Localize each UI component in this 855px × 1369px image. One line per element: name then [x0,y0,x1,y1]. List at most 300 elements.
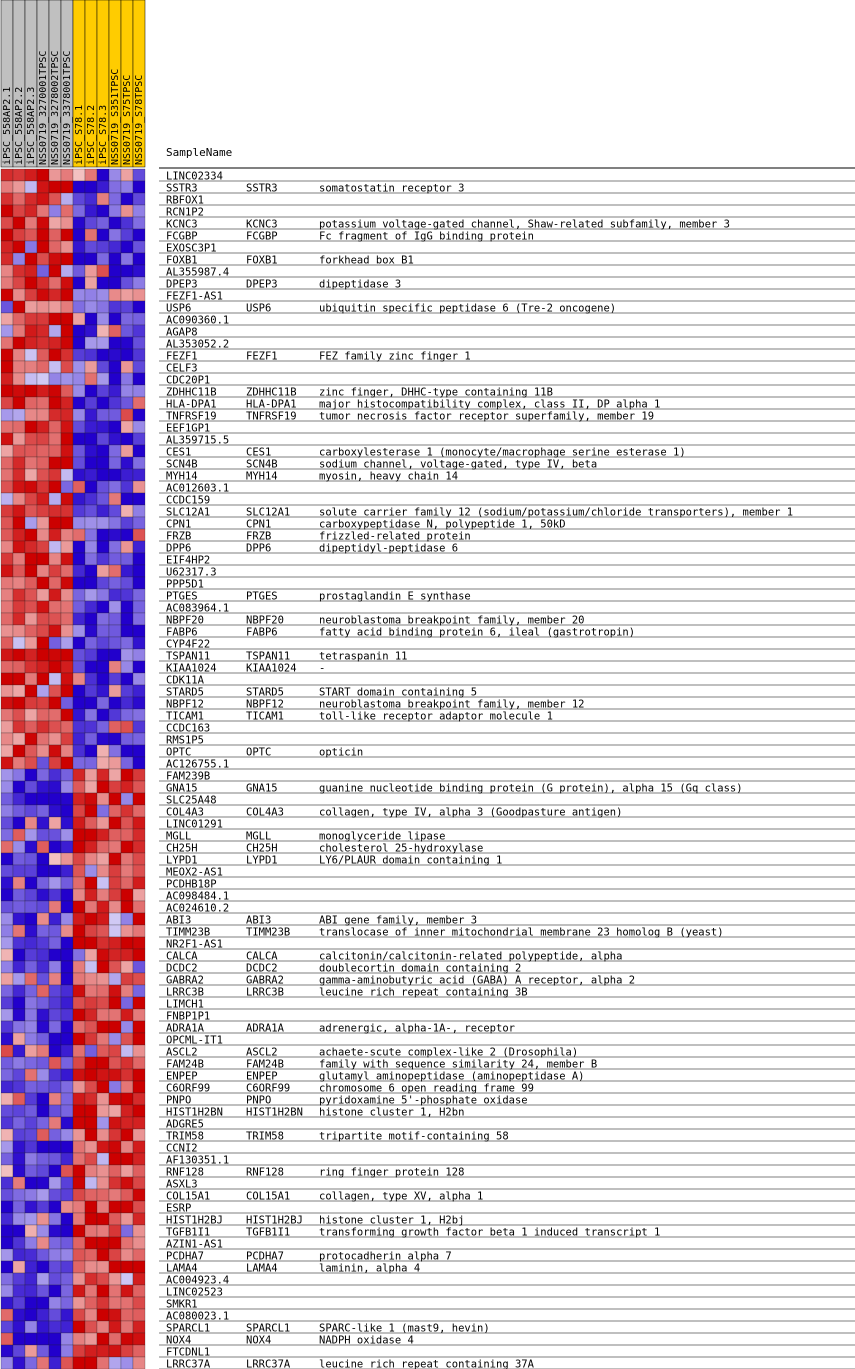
heatmap-cell [121,433,133,445]
heatmap-cell [73,649,85,661]
heatmap-cell [109,1141,121,1153]
heatmap-cell [25,229,37,241]
heatmap-cell [37,589,49,601]
heatmap-cell [97,649,109,661]
heatmap-cell [25,217,37,229]
heatmap-cell [25,1297,37,1309]
heatmap-cell [85,517,97,529]
heatmap-cell [133,781,145,793]
heatmap-cell [109,829,121,841]
heatmap-cell [49,421,61,433]
heatmap-cell [109,973,121,985]
row-gene-id: SCN4B [166,458,198,471]
row-gene-id: TNFRSF19 [166,410,217,423]
heatmap-cell [121,1141,133,1153]
row-gene-description: ring finger protein 128 [319,1166,465,1179]
heatmap-cell [85,241,97,253]
row-gene-description: prostaglandin E synthase [319,590,471,603]
row-gene-symbol: KCNC3 [246,218,278,231]
heatmap-cell [133,589,145,601]
heatmap-cell [1,373,13,385]
heatmap-cell [73,193,85,205]
heatmap-cell [109,865,121,877]
heatmap-cell [121,277,133,289]
row-gene-symbol: LAMA4 [246,1262,278,1275]
heatmap-cell [1,805,13,817]
heatmap-cell [121,217,133,229]
heatmap-cell [109,1009,121,1021]
heatmap-cell [121,1285,133,1297]
heatmap-cell [49,493,61,505]
heatmap-cell [73,1021,85,1033]
heatmap-cell [133,1081,145,1093]
heatmap-cell [73,1333,85,1345]
heatmap-cell [73,1213,85,1225]
heatmap-cell [1,1021,13,1033]
row-gene-id: PNPO [166,1094,192,1107]
heatmap-cell [49,529,61,541]
heatmap-cell [61,709,73,721]
heatmap-cell [61,1045,73,1057]
heatmap-cell [73,889,85,901]
row-gene-id: FEZF1 [166,350,198,363]
heatmap-cell [97,745,109,757]
heatmap-cell [97,769,109,781]
heatmap-cell [85,1033,97,1045]
heatmap-cell [49,1273,61,1285]
heatmap-cell [109,1081,121,1093]
heatmap-cell [109,721,121,733]
heatmap-cell [61,901,73,913]
heatmap-cell [85,889,97,901]
heatmap-cell [109,1093,121,1105]
heatmap-cell [49,517,61,529]
heatmap-cell [25,1309,37,1321]
heatmap-cell [13,1021,25,1033]
row-gene-id: PPP5D1 [166,578,204,591]
heatmap-cell [97,1249,109,1261]
heatmap-cell [37,481,49,493]
heatmap-cell [13,1201,25,1213]
heatmap-cell [1,1225,13,1237]
heatmap-cell [13,577,25,589]
row-gene-id: NBPF12 [166,698,204,711]
heatmap-cell [73,1165,85,1177]
heatmap-cell [37,1093,49,1105]
heatmap-cell [73,1225,85,1237]
heatmap-cell [13,1045,25,1057]
heatmap-cell [133,1045,145,1057]
heatmap-cell [1,1141,13,1153]
heatmap-cell [97,841,109,853]
row-gene-id: EEF1GP1 [166,422,211,435]
heatmap-cell [61,385,73,397]
heatmap-cell [13,841,25,853]
heatmap-cell [133,625,145,637]
heatmap-cell [61,841,73,853]
heatmap-cell [85,649,97,661]
heatmap-cell [37,877,49,889]
heatmap-cell [133,505,145,517]
heatmap-cell [133,517,145,529]
heatmap-cell [13,1213,25,1225]
heatmap-cell [73,721,85,733]
heatmap-cell [109,757,121,769]
heatmap-cell [49,229,61,241]
heatmap-cell [13,697,25,709]
sample-label: NSS0719_3278002TPSC [50,50,61,165]
heatmap-cell [109,517,121,529]
heatmap-cell [49,373,61,385]
heatmap-cell [25,853,37,865]
heatmap-cell [13,937,25,949]
heatmap-cell [1,985,13,997]
heatmap-cell [61,1309,73,1321]
heatmap-cell [109,649,121,661]
heatmap-cell [109,349,121,361]
sample-label: iPSC_S78.3 [98,104,109,165]
heatmap-cell [1,1057,13,1069]
heatmap-cell [37,1069,49,1081]
row-gene-id: SLC12A1 [166,506,211,519]
heatmap-cell [85,1201,97,1213]
heatmap-cell [97,925,109,937]
row-label-table [159,171,855,1369]
heatmap-cell [25,589,37,601]
row-gene-symbol: GNA15 [246,782,278,795]
heatmap-cell [25,397,37,409]
heatmap-cell [61,337,73,349]
heatmap-cell [121,637,133,649]
heatmap-cell [37,1273,49,1285]
heatmap-cell [1,589,13,601]
heatmap-cell [1,193,13,205]
heatmap-cell [85,1117,97,1129]
heatmap-cell [61,1189,73,1201]
heatmap-cell [133,1117,145,1129]
heatmap-cell [1,433,13,445]
heatmap-cell [73,253,85,265]
heatmap-cell [73,985,85,997]
heatmap-cell [121,325,133,337]
heatmap-cell [13,913,25,925]
heatmap-cell [1,337,13,349]
row-gene-id: AL355987.4 [166,266,230,279]
row-gene-description: potassium voltage-gated channel, Shaw-related subfamily, member 3 [319,218,730,231]
heatmap-cell [121,685,133,697]
row-gene-id: EXOSC3P1 [166,242,217,255]
heatmap-cell [1,925,13,937]
heatmap-cell [73,925,85,937]
heatmap-cell [61,721,73,733]
heatmap-cell [37,1333,49,1345]
heatmap-cell [133,733,145,745]
heatmap-cell [49,901,61,913]
heatmap-cell [37,961,49,973]
heatmap-cell [133,481,145,493]
heatmap-cell [121,925,133,937]
row-gene-id: TIMM23B [166,926,211,939]
heatmap-cell [37,469,49,481]
heatmap-cell [1,1105,13,1117]
heatmap-cell [73,1105,85,1117]
row-gene-description: gamma-aminobutyric acid (GABA) A receptor, alpha 2 [319,974,636,987]
heatmap-cell [73,457,85,469]
heatmap-cell [37,1345,49,1357]
heatmap-cell [97,913,109,925]
heatmap-cell [61,1225,73,1237]
heatmap-cell [133,1165,145,1177]
heatmap-cell [85,481,97,493]
heatmap-cell [37,421,49,433]
heatmap-cell [49,1129,61,1141]
heatmap-cell [97,1093,109,1105]
heatmap-cell [97,265,109,277]
heatmap-cell [61,757,73,769]
heatmap-cell [97,445,109,457]
heatmap-cell [13,685,25,697]
heatmap-cell [85,685,97,697]
heatmap-cell [37,1141,49,1153]
heatmap-cell [61,793,73,805]
heatmap-cell [97,553,109,565]
heatmap-cell [61,673,73,685]
row-gene-id: AC090360.1 [166,314,230,327]
heatmap-cell [73,577,85,589]
heatmap-cell [97,1309,109,1321]
heatmap-cell [61,913,73,925]
heatmap-cell [85,577,97,589]
heatmap-cell [37,289,49,301]
heatmap-cell [73,181,85,193]
heatmap-cell [85,985,97,997]
heatmap-cell [49,1165,61,1177]
heatmap-cell [25,1189,37,1201]
heatmap-cell [73,433,85,445]
heatmap-cell [13,325,25,337]
heatmap-cell [1,397,13,409]
heatmap-cell [25,385,37,397]
heatmap-cell [73,625,85,637]
heatmap-cell [1,481,13,493]
heatmap-cell [25,529,37,541]
heatmap-cell [49,661,61,673]
heatmap-cell [25,661,37,673]
heatmap-cell [13,445,25,457]
row-gene-id: SPARCL1 [166,1322,211,1335]
heatmap-cell [73,349,85,361]
heatmap-cell [37,637,49,649]
heatmap-cell [61,325,73,337]
heatmap-cell [85,1297,97,1309]
heatmap-cell [109,505,121,517]
heatmap-cell [97,529,109,541]
heatmap-cell [13,553,25,565]
heatmap-cell [133,925,145,937]
heatmap-cell [73,169,85,181]
heatmap-cell [73,1237,85,1249]
heatmap-cell [73,781,85,793]
row-gene-id: RCN1P2 [166,206,204,219]
sample-label: iPSC_558AP2.1 [2,86,13,165]
heatmap-cell [61,205,73,217]
row-gene-symbol: PNPO [246,1094,272,1107]
heatmap-cell [73,841,85,853]
heatmap-cell [109,1309,121,1321]
heatmap-cell [13,673,25,685]
heatmap-cell [133,565,145,577]
heatmap-cell [97,1165,109,1177]
heatmap-cell [1,1357,13,1369]
heatmap-cell [13,973,25,985]
heatmap-cell [97,613,109,625]
heatmap-cell [109,1261,121,1273]
heatmap-cell [97,709,109,721]
heatmap-cell [85,997,97,1009]
heatmap-cell [37,553,49,565]
heatmap-cell [133,661,145,673]
heatmap-cell [1,409,13,421]
row-gene-symbol: HIST1H2BN [246,1106,303,1119]
heatmap-cell [49,1081,61,1093]
heatmap-cell [133,997,145,1009]
sample-label: iPSC_S78.1 [74,104,85,165]
heatmap-cell [109,877,121,889]
heatmap-cell [85,1105,97,1117]
heatmap-cell [1,205,13,217]
heatmap-cell [85,469,97,481]
heatmap-cell [121,1333,133,1345]
heatmap-cell [109,457,121,469]
row-gene-symbol: SPARCL1 [246,1322,291,1335]
heatmap-cell [85,709,97,721]
heatmap-cell [1,709,13,721]
heatmap-cell [97,1261,109,1273]
heatmap-cell [109,1345,121,1357]
heatmap-cell [37,1309,49,1321]
heatmap-cell [49,973,61,985]
heatmap-cell [49,1045,61,1057]
heatmap-cell [85,253,97,265]
row-gene-description: myosin, heavy chain 14 [319,470,459,483]
heatmap-cell [121,733,133,745]
heatmap-cell [97,685,109,697]
heatmap-cell [121,1261,133,1273]
heatmap-cell [49,1297,61,1309]
heatmap-cell [73,613,85,625]
heatmap-cell [49,625,61,637]
heatmap-cell [109,841,121,853]
heatmap-cell [1,961,13,973]
heatmap-cell [13,481,25,493]
heatmap-cell [121,901,133,913]
heatmap-cell [97,1021,109,1033]
heatmap-cell [97,1297,109,1309]
row-gene-id: ENPEP [166,1070,198,1083]
heatmap-cell [37,1357,49,1369]
heatmap-cell [61,637,73,649]
row-gene-id: SSTR3 [166,182,198,195]
heatmap-cell [25,901,37,913]
heatmap-cell [25,1129,37,1141]
heatmap-cell [13,1357,25,1369]
heatmap-cell [61,1069,73,1081]
heatmap-cell [25,169,37,181]
heatmap-cell [61,301,73,313]
heatmap-cell [25,949,37,961]
row-gene-symbol: HLA-DPA1 [246,398,297,411]
heatmap-cell [13,1105,25,1117]
row-gene-id: RMS1P5 [166,734,204,747]
heatmap-cell [13,613,25,625]
row-gene-description: transforming growth factor beta 1 induced transcript 1 [319,1226,661,1239]
heatmap-cell [25,937,37,949]
heatmap-cell [1,661,13,673]
heatmap-cell [25,1081,37,1093]
heatmap-cell [1,361,13,373]
heatmap-cell [13,169,25,181]
heatmap-cell [85,937,97,949]
heatmap-cell [25,445,37,457]
heatmap-cell [133,1213,145,1225]
heatmap-cell [61,853,73,865]
heatmap-cell [25,997,37,1009]
heatmap-cell [85,769,97,781]
heatmap-cell [1,829,13,841]
row-gene-description: doublecortin domain containing 2 [319,962,522,975]
heatmap-cell [61,217,73,229]
row-gene-id: DPEP3 [166,278,198,291]
heatmap-cell [37,721,49,733]
heatmap-cell [133,1129,145,1141]
heatmap-cell [121,1297,133,1309]
heatmap-cell [109,1117,121,1129]
heatmap-cell [1,457,13,469]
row-gene-description: leucine rich repeat containing 3B [319,986,528,999]
heatmap-cell [109,1237,121,1249]
heatmap-cell [49,325,61,337]
heatmap-cell [109,553,121,565]
heatmap-cell [61,361,73,373]
heatmap-cell [13,409,25,421]
heatmap-cell [121,1021,133,1033]
row-gene-id: AZIN1-AS1 [166,1238,223,1251]
heatmap-cell [37,433,49,445]
heatmap-cell [37,949,49,961]
heatmap-cell [133,349,145,361]
heatmap-cell [49,1237,61,1249]
heatmap-cell [13,1273,25,1285]
heatmap-cell [13,877,25,889]
heatmap-cell [25,601,37,613]
heatmap-cell [1,505,13,517]
heatmap-cell [109,709,121,721]
heatmap-cell [133,613,145,625]
heatmap-cell [73,901,85,913]
heatmap-cell [49,733,61,745]
row-gene-id: CDC20P1 [166,374,211,387]
heatmap-cell [13,901,25,913]
heatmap-cell [73,265,85,277]
heatmap-cell [49,913,61,925]
heatmap-cell [61,421,73,433]
heatmap-cell [109,625,121,637]
heatmap-cell [37,1189,49,1201]
heatmap-cell [25,433,37,445]
heatmap-cell [61,1237,73,1249]
heatmap-cell [109,481,121,493]
heatmap-cell [133,253,145,265]
